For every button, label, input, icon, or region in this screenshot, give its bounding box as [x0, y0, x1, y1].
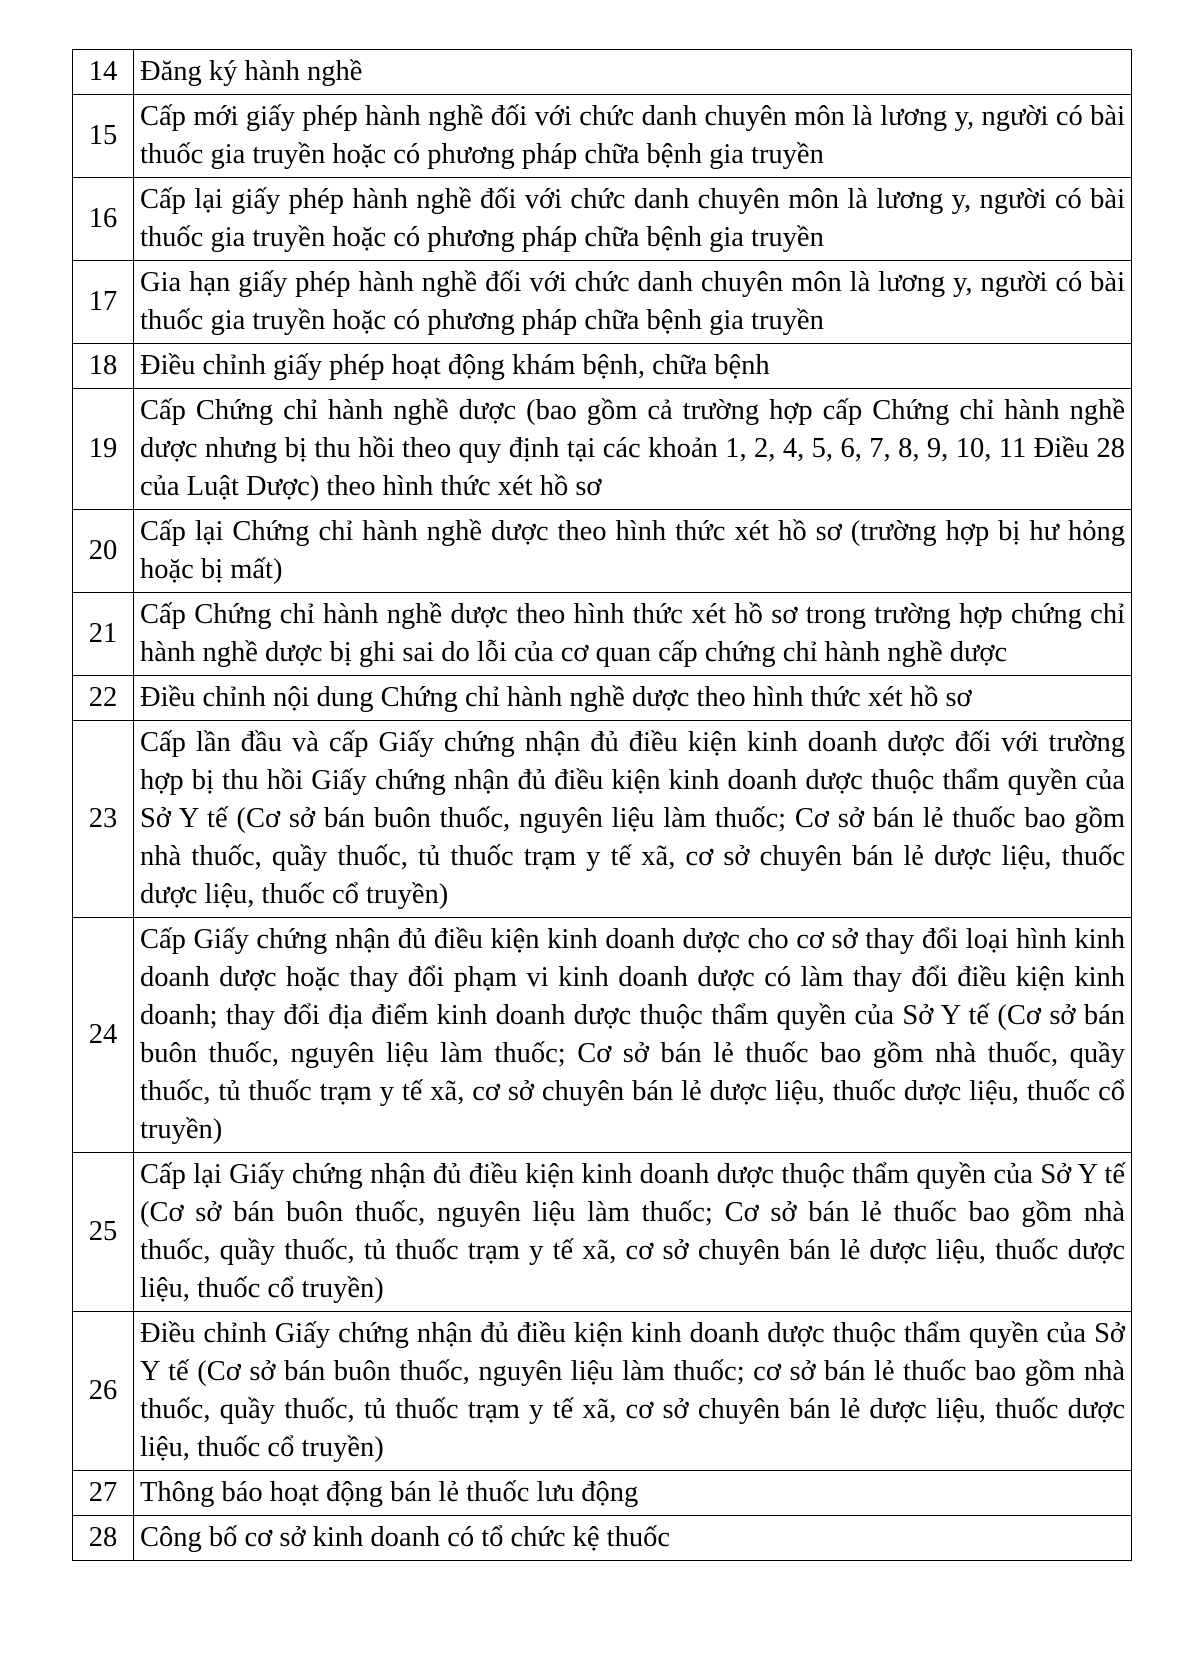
table-row [73, 389, 1132, 510]
procedure-name: Gia hạn giấy phép hành nghề đối với chức danh chuyên môn là lương y, người có bài thuốc gia truyền hoặc có phương pháp chữa bệnh gia truyền [134, 261, 1132, 344]
row-number: 19 [73, 389, 134, 510]
procedure-name: Điều chỉnh nội dung Chứng chỉ hành nghề dược theo hình thức xét hồ sơ [134, 676, 1132, 721]
row-number: 25 [73, 1153, 134, 1312]
row-number: 22 [73, 676, 134, 721]
table-row [73, 1516, 1132, 1561]
procedure-name: Cấp Giấy chứng nhận đủ điều kiện kinh doanh dược cho cơ sở thay đổi loại hình kinh doanh dược hoặc thay đổi phạm vi kinh doanh dược có làm thay đổi điều kiện kinh doanh; thay đổi địa điểm kinh doanh dược thuộc thẩm quyền của Sở Y tế (Cơ sở bán buôn thuốc, nguyên liệu làm thuốc; Cơ sở bán lẻ thuốc bao gồm nhà thuốc, quầy thuốc, tủ thuốc trạm y tế xã, cơ sở chuyên bán lẻ dược liệu, thuốc dược liệu, thuốc cổ truyền) [134, 918, 1132, 1153]
procedure-name: Điều chỉnh giấy phép hoạt động khám bệnh, chữa bệnh [134, 344, 1132, 389]
row-number: 21 [73, 593, 134, 676]
procedure-name: Cấp lại Giấy chứng nhận đủ điều kiện kinh doanh dược thuộc thẩm quyền của Sở Y tế (Cơ sở bán buôn thuốc, nguyên liệu làm thuốc; Cơ sở bán lẻ thuốc bao gồm nhà thuốc, quầy thuốc, tủ thuốc trạm y tế xã, cơ sở chuyên bán lẻ dược liệu, thuốc dược liệu, thuốc cổ truyền) [134, 1153, 1132, 1312]
procedure-name: Cấp mới giấy phép hành nghề đối với chức danh chuyên môn là lương y, người có bài thuốc gia truyền hoặc có phương pháp chữa bệnh gia truyền [134, 95, 1132, 178]
procedures-table-body [73, 50, 1132, 1561]
table-row [73, 1312, 1132, 1471]
row-number: 27 [73, 1471, 134, 1516]
procedure-name: Đăng ký hành nghề [134, 50, 1132, 95]
table-row [73, 1153, 1132, 1312]
table-row [73, 721, 1132, 918]
table-row [73, 50, 1132, 95]
procedure-name: Cấp Chứng chỉ hành nghề dược theo hình thức xét hồ sơ trong trường hợp chứng chỉ hành nghề dược bị ghi sai do lỗi của cơ quan cấp chứng chỉ hành nghề dược [134, 593, 1132, 676]
table-row [73, 593, 1132, 676]
procedure-name: Cấp lại Chứng chỉ hành nghề dược theo hình thức xét hồ sơ (trường hợp bị hư hỏng hoặc bị mất) [134, 510, 1132, 593]
procedure-name: Công bố cơ sở kinh doanh có tổ chức kệ thuốc [134, 1516, 1132, 1561]
table-row [73, 1471, 1132, 1516]
procedure-name: Cấp Chứng chỉ hành nghề dược (bao gồm cả trường hợp cấp Chứng chỉ hành nghề dược nhưng bị thu hồi theo quy định tại các khoản 1, 2, 4, 5, 6, 7, 8, 9, 10, 11 Điều 28 của Luật Dược) theo hình thức xét hồ sơ [134, 389, 1132, 510]
table-row [73, 676, 1132, 721]
row-number: 23 [73, 721, 134, 918]
row-number: 14 [73, 50, 134, 95]
procedure-name: Cấp lại giấy phép hành nghề đối với chức danh chuyên môn là lương y, người có bài thuốc gia truyền hoặc có phương pháp chữa bệnh gia truyền [134, 178, 1132, 261]
row-number: 20 [73, 510, 134, 593]
row-number: 16 [73, 178, 134, 261]
procedure-name: Thông báo hoạt động bán lẻ thuốc lưu động [134, 1471, 1132, 1516]
row-number: 24 [73, 918, 134, 1153]
table-row [73, 918, 1132, 1153]
procedure-name: Điều chỉnh Giấy chứng nhận đủ điều kiện kinh doanh dược thuộc thẩm quyền của Sở Y tế (Cơ sở bán buôn thuốc, nguyên liệu làm thuốc; cơ sở bán lẻ thuốc bao gồm nhà thuốc, quầy thuốc, tủ thuốc trạm y tế xã, cơ sở chuyên bán lẻ dược liệu, thuốc dược liệu, thuốc cổ truyền) [134, 1312, 1132, 1471]
table-row [73, 510, 1132, 593]
procedures-table [72, 49, 1132, 1561]
row-number: 28 [73, 1516, 134, 1561]
row-number: 15 [73, 95, 134, 178]
procedure-name: Cấp lần đầu và cấp Giấy chứng nhận đủ điều kiện kinh doanh dược đối với trường hợp bị thu hồi Giấy chứng nhận đủ điều kiện kinh doanh dược thuộc thẩm quyền của Sở Y tế (Cơ sở bán buôn thuốc, nguyên liệu làm thuốc; Cơ sở bán lẻ thuốc bao gồm nhà thuốc, quầy thuốc, tủ thuốc trạm y tế xã, cơ sở chuyên bán lẻ dược liệu, thuốc dược liệu, thuốc cổ truyền) [134, 721, 1132, 918]
table-row [73, 344, 1132, 389]
table-row [73, 178, 1132, 261]
row-number: 17 [73, 261, 134, 344]
row-number: 26 [73, 1312, 134, 1471]
row-number: 18 [73, 344, 134, 389]
table-row [73, 261, 1132, 344]
table-row [73, 95, 1132, 178]
